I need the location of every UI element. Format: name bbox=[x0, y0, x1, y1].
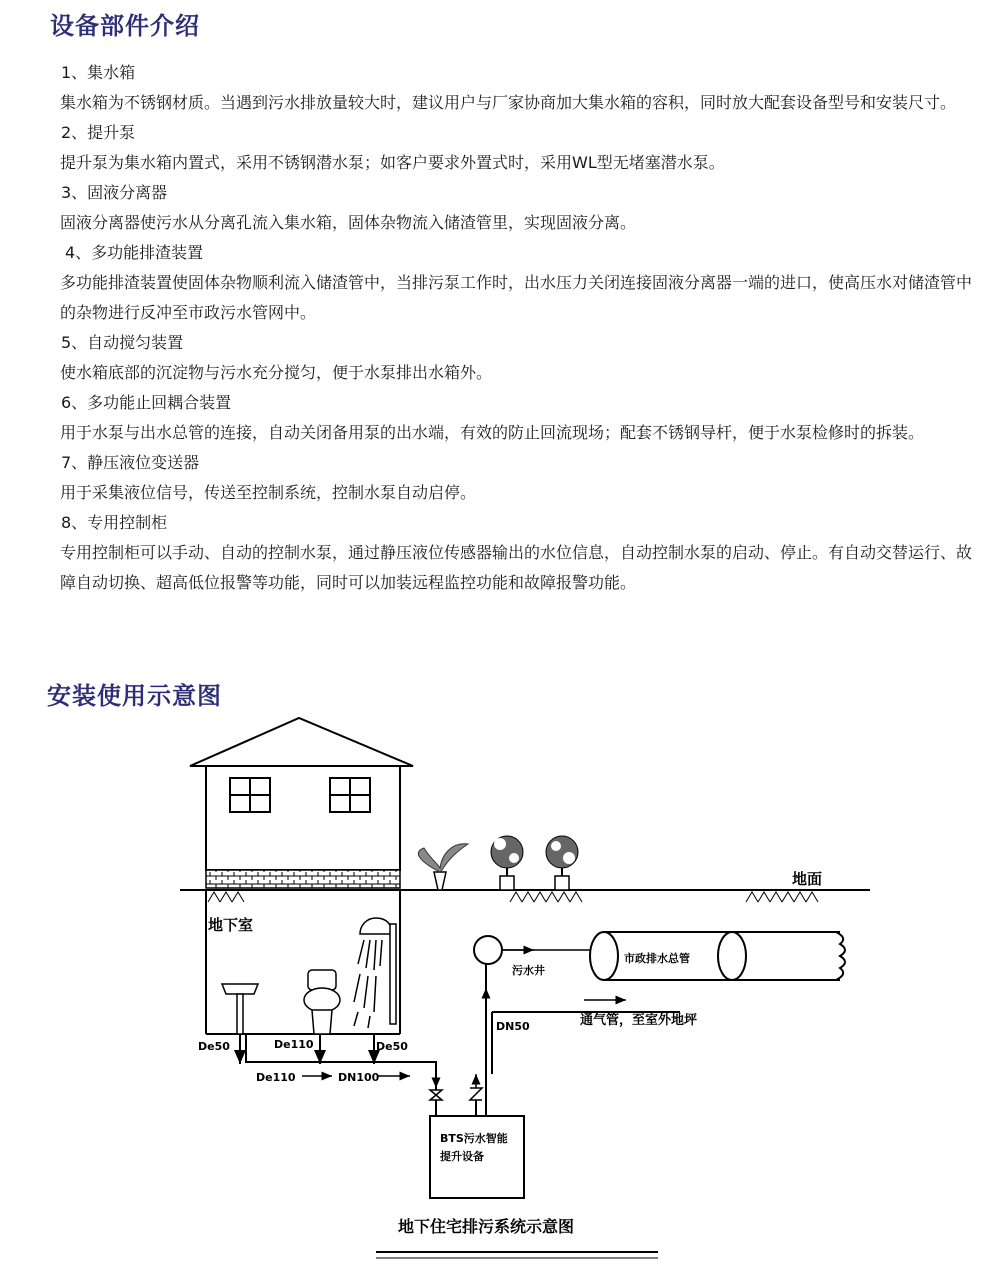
window-icon bbox=[230, 778, 270, 812]
item-description: 用于水泵与出水总管的连接，自动关闭备用泵的出水端，有效的防止回流现场；配套不锈钢导杆，便于水泵检修时的拆装。 bbox=[60, 423, 925, 442]
plant-icon bbox=[418, 844, 468, 890]
manhole-icon bbox=[474, 936, 502, 964]
item-description: 使水箱底部的沉淀物与污水充分搅匀，便于水泵排出水箱外。 bbox=[60, 363, 493, 382]
list-item bbox=[60, 238, 980, 328]
list-item bbox=[60, 118, 980, 178]
de110-mid-label: De110 bbox=[274, 1038, 314, 1051]
de50-right-label: De50 bbox=[376, 1040, 408, 1053]
house-roof bbox=[190, 718, 413, 766]
item-description: 提升泵为集水箱内置式，采用不锈钢潜水泵；如客户要求外置式时，采用WL型无堵塞潜水泵。 bbox=[60, 153, 725, 172]
list-item bbox=[60, 328, 980, 388]
plant-icon bbox=[546, 836, 578, 890]
item-description: 用于采集液位信号，传送至控制系统，控制水泵自动启停。 bbox=[60, 483, 477, 502]
basement-label: 地下室 bbox=[208, 916, 254, 934]
item-heading: 1、集水箱 bbox=[61, 63, 136, 82]
list-item bbox=[60, 58, 980, 118]
de50-left-label: De50 bbox=[198, 1040, 230, 1053]
house bbox=[190, 718, 413, 888]
check-valve-icon bbox=[470, 1074, 482, 1100]
ground-hatch bbox=[208, 892, 818, 902]
plant-icon bbox=[491, 836, 523, 890]
item-heading: 7、静压液位变送器 bbox=[61, 453, 200, 472]
manhole-label: 污水井 bbox=[512, 964, 545, 977]
item-heading: 4、多功能排渣装置 bbox=[65, 243, 204, 262]
list-item bbox=[60, 508, 980, 598]
de110-bottom-label: De110 bbox=[256, 1071, 296, 1084]
list-item bbox=[60, 388, 980, 448]
dn50-label: DN50 bbox=[496, 1020, 530, 1033]
item-heading: 5、自动搅匀装置 bbox=[61, 333, 184, 352]
item-description: 专用控制柜可以手动、自动的控制水泵，通过静压液位传感器输出的水位信息，自动控制水泵的启动、停止。有自动交替运行、故障自动切换、超高低位报警等功能，同时可以加装远程监控功能和故障报警功能。 bbox=[60, 543, 973, 592]
shower-icon bbox=[354, 918, 396, 1028]
component-list bbox=[60, 58, 980, 598]
item-heading: 3、固液分离器 bbox=[61, 183, 168, 202]
basement bbox=[206, 890, 400, 1034]
device-label-line1: BTS污水智能 bbox=[440, 1132, 508, 1145]
brick-foundation bbox=[206, 870, 400, 888]
section-title-diagram: 安装使用示意图 bbox=[47, 682, 222, 710]
list-item bbox=[60, 448, 980, 508]
device-label-line2: 提升设备 bbox=[440, 1150, 484, 1163]
item-heading: 6、多功能止回耦合装置 bbox=[61, 393, 232, 412]
valve-icon bbox=[430, 1076, 442, 1100]
washbasin-icon bbox=[222, 984, 258, 1034]
item-description: 固液分离器使污水从分离孔流入集水箱，固体杂物流入储渣管里，实现固液分离。 bbox=[60, 213, 637, 232]
list-item bbox=[60, 178, 980, 238]
main-pipe-label: 市政排水总管 bbox=[624, 952, 690, 965]
sewage-system-diagram bbox=[180, 712, 880, 1272]
item-heading: 8、专用控制柜 bbox=[61, 513, 168, 532]
diagram-caption: 地下住宅排污系统示意图 bbox=[398, 1217, 575, 1236]
vent-pipe-label: 通气管，至室外地坪 bbox=[580, 1013, 698, 1028]
ground-label: 地面 bbox=[792, 870, 823, 888]
diagram-svg bbox=[180, 712, 880, 1272]
item-description: 集水箱为不锈钢材质。当遇到污水排放量较大时，建议用户与厂家协商加大集水箱的容积，同时放大配套设备型号和安装尺寸。 bbox=[60, 93, 957, 112]
toilet-icon bbox=[304, 970, 340, 1034]
dn100-label: DN100 bbox=[338, 1071, 380, 1084]
item-heading: 2、提升泵 bbox=[61, 123, 136, 142]
item-description: 多功能排渣装置使固体杂物顺利流入储渣管中，当排污泵工作时，出水压力关闭连接固液分离器一端的进口，使高压水对储渣管中的杂物进行反冲至市政污水管网中。 bbox=[60, 273, 973, 322]
window-icon bbox=[330, 778, 370, 812]
riser-pipe bbox=[486, 962, 680, 1116]
section-title-components: 设备部件介绍 bbox=[50, 12, 200, 40]
